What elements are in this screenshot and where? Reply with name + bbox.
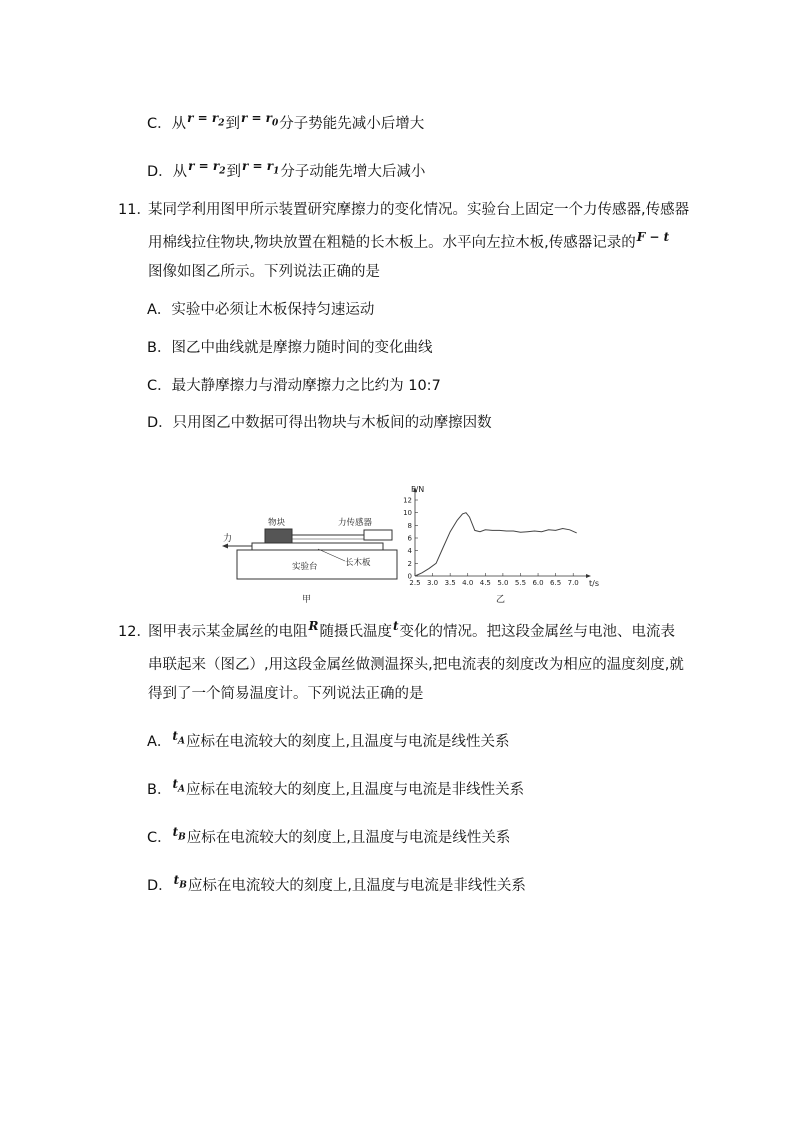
x-tick-label: 3.5 [444, 579, 456, 587]
x-tick-label: 5.5 [514, 579, 527, 587]
block [265, 529, 292, 543]
x-tick-label: 2.5 [409, 579, 421, 587]
figure-caption-jia: 甲 [302, 595, 312, 605]
x-tick-label: 7.0 [567, 579, 579, 587]
q12-stem-line3: 得到了一个简易温度计。下列说法正确的是 [148, 686, 424, 702]
y-tick-label: 6 [407, 534, 412, 543]
y-tick-label: 12 [403, 496, 412, 505]
long-board [252, 543, 383, 550]
y-tick-label: 0 [407, 572, 412, 581]
x-tick-label: 6.0 [532, 579, 544, 587]
arrow-head-icon [222, 544, 228, 549]
q11-stem-line2: 用棉线拉住物块,物块放置在粗糙的长木板上。水平向左拉木板,传感器记录的$^{F - t}$ [148, 230, 670, 251]
sensor-label: 力传感器 [338, 518, 373, 528]
q11-stem-line1: 某同学利用图甲所示装置研究摩擦力的变化情况。实验台上固定一个力传感器,传感器 [148, 202, 690, 218]
y-tick-label: 2 [407, 559, 412, 568]
q12-option-c: C．$^{t_B}$应标在电流较大的刻度上,且温度与电流是线性关系 [147, 825, 511, 846]
y-tick-label: 4 [407, 547, 412, 556]
q12-option-a: A．$^{t_A}$应标在电流较大的刻度上,且温度与电流是线性关系 [147, 729, 510, 750]
q11-stem-line3: 图像如图乙所示。下列说法正确的是 [148, 264, 380, 280]
q12-option-b: B．$^{t_A}$应标在电流较大的刻度上,且温度与电流是非线性关系 [147, 777, 525, 798]
y-tick-label: 10 [403, 509, 412, 518]
x-tick-label: 5.0 [497, 579, 509, 587]
q10-option-c: C．从$^{r = r_2}$到$^{r = r_0}$分子势能先减小后增大 [147, 111, 425, 132]
x-tick-label: 6.5 [550, 579, 562, 587]
apparatus-diagram [222, 517, 397, 605]
x-tick-label: 4.5 [479, 579, 491, 587]
option-letter: D． [147, 164, 173, 180]
series-line [415, 513, 577, 576]
q11-option-a: A．实验中必须让木板保持匀速运动 [147, 302, 375, 318]
option-text: 从 [172, 164, 188, 180]
x-axis-arrow-icon [586, 574, 591, 578]
option-text: 从 [171, 116, 187, 132]
figure-caption-yi: 乙 [496, 595, 506, 605]
q12-stem-line1: 图甲表示某金属丝的电阻$^R$随摄氏温度$^t$变化的情况。把这段金属丝与电池、电流表 [148, 619, 676, 640]
formula: F − t [636, 230, 670, 244]
formula: tA [172, 729, 185, 747]
q11-option-d: D．只用图乙中数据可得出物块与木板间的动摩擦因数 [147, 415, 492, 431]
formula: tB [172, 825, 186, 843]
q12-number: 12． [118, 624, 151, 640]
q11-option-b: B．图乙中曲线就是摩擦力随时间的变化曲线 [147, 340, 433, 356]
force-sensor [364, 530, 392, 540]
board-label: 长木板 [345, 558, 371, 568]
x-axis-label: t/s [589, 579, 599, 588]
q11-number: 11． [118, 202, 151, 218]
force-time-chart [403, 485, 599, 605]
q10-option-d: D．从$^{r = r_2}$到$^{r = r_1}$分子动能先增大后减小 [147, 159, 426, 180]
formula: r = r2 [188, 159, 226, 177]
block-label: 物块 [268, 518, 286, 528]
x-tick-label: 3.0 [427, 579, 439, 587]
y-tick-label: 8 [407, 521, 412, 530]
formula: r = r0 [240, 111, 279, 129]
formula: t [392, 619, 399, 633]
y-axis-label: F/N [411, 485, 425, 494]
q12-option-d: D．$^{t_B}$应标在电流较大的刻度上,且温度与电流是非线性关系 [147, 873, 526, 894]
formula: tA [172, 777, 185, 795]
option-letter: C． [147, 116, 172, 132]
x-tick-label: 4.0 [462, 579, 474, 587]
q12-stem-line2: 串联起来（图乙）,用这段金属丝做测温探头,把电流表的刻度改为相应的温度刻度,就 [148, 657, 684, 673]
force-label: 力 [223, 534, 233, 544]
formula: r = r1 [242, 159, 280, 177]
formula: tB [173, 873, 187, 891]
q11-option-c: C．最大静摩擦力与滑动摩擦力之比约为 10:7 [147, 378, 441, 394]
formula: r = r2 [187, 111, 225, 129]
formula: R [308, 619, 319, 633]
table-label: 实验台 [292, 562, 318, 572]
